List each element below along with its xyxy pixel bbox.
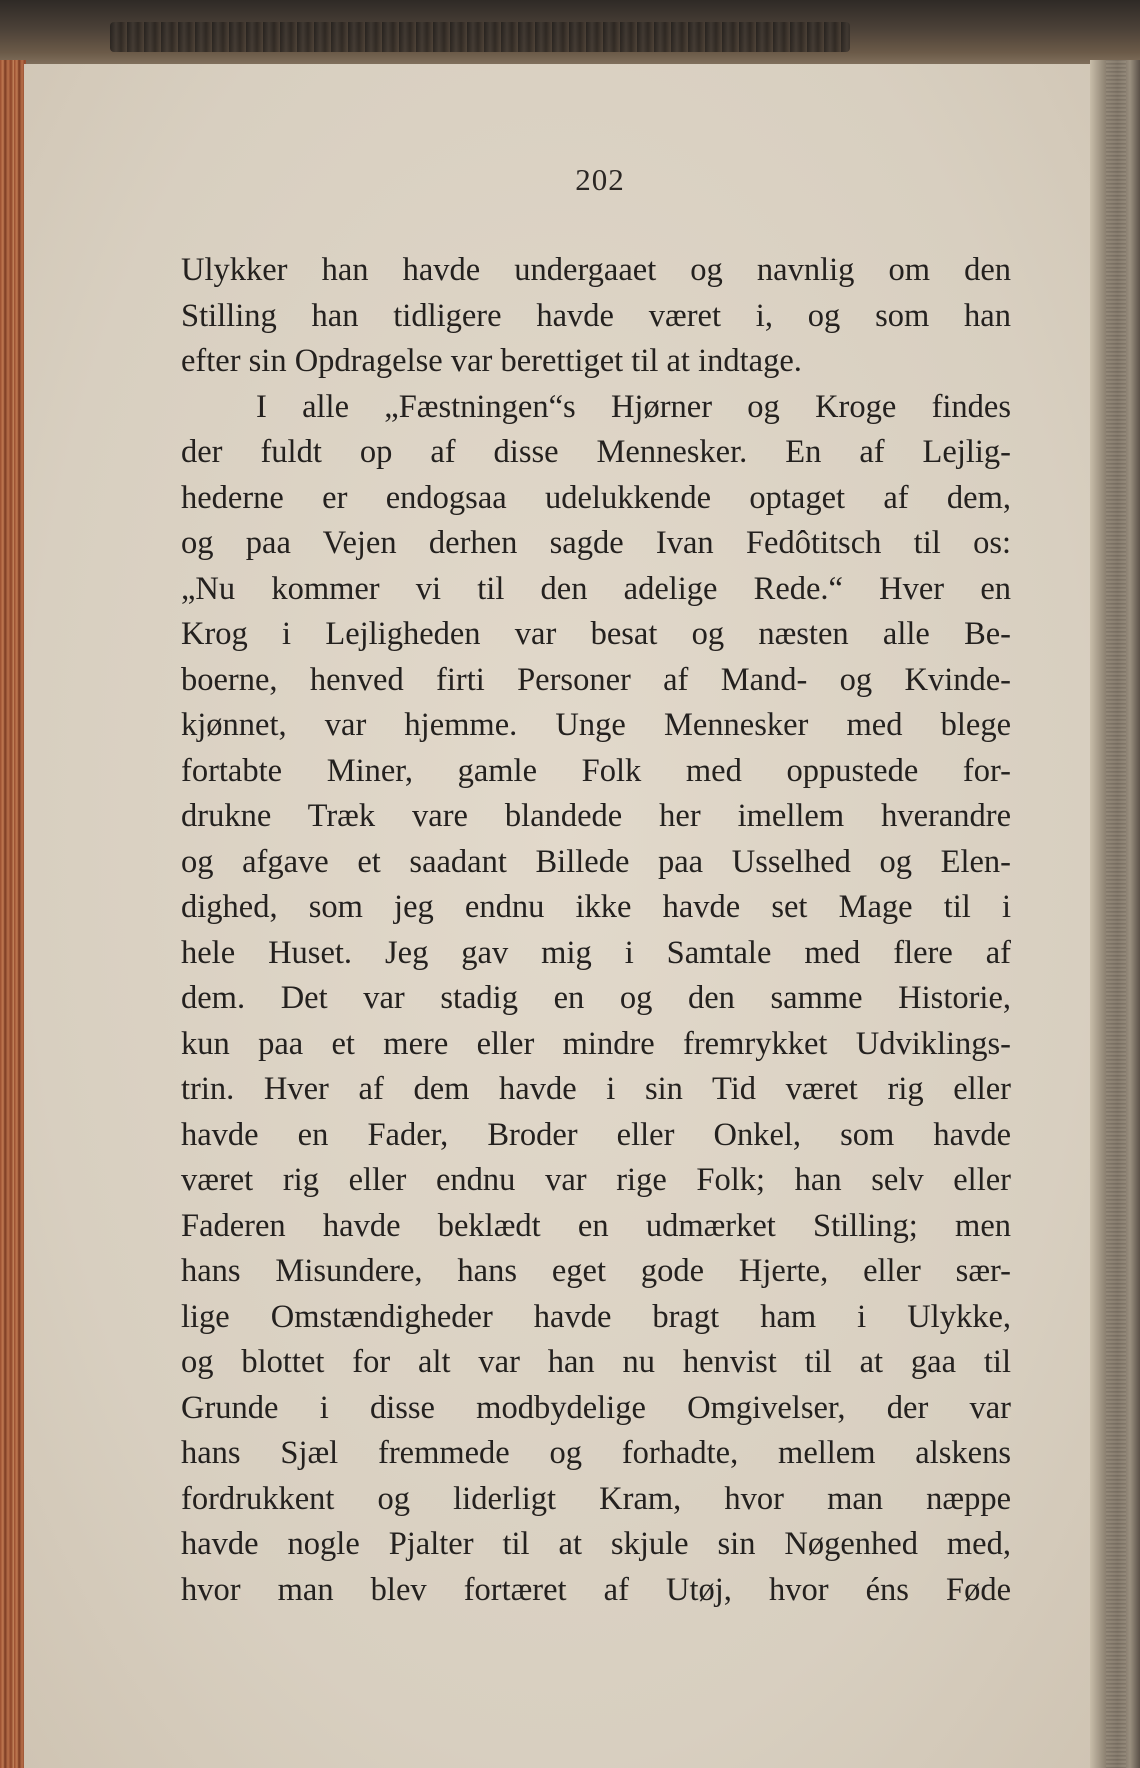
text-line: fortabte Miner, gamle Folk med oppustede for- bbox=[181, 752, 1011, 789]
text-line: drukne Træk vare blandede her imellem hverandre bbox=[181, 798, 1011, 834]
text-line: hvor man blev fortæret af Utøj, hvor éns Føde bbox=[181, 1571, 1011, 1608]
text-line: „Nu kommer vi til den adelige Rede.“ Hver en bbox=[181, 570, 1011, 607]
text-line: hans Sjæl fremmede og forhadte, mellem alskens bbox=[181, 1435, 1011, 1471]
text-line: der fuldt op af disse Mennesker. En af Lejlig- bbox=[181, 434, 1011, 470]
text-line: havde nogle Pjalter til at skjule sin Nøgenhed med, bbox=[181, 1526, 1011, 1562]
text-line: hans Misundere, hans eget gode Hjerte, eller sær- bbox=[181, 1253, 1011, 1289]
page-fore-edge bbox=[1106, 60, 1126, 1768]
text-line: Ulykker han havde undergaaet og navnlig om den bbox=[181, 252, 1011, 288]
book-top-edge bbox=[0, 0, 1140, 70]
text-line: og blottet for alt var han nu henvist til at gaa til bbox=[181, 1344, 1011, 1380]
text-line: Grunde i disse modbydelige Omgivelser, der var bbox=[181, 1389, 1011, 1426]
text-line: været rig eller endnu var rige Folk; han selv eller bbox=[181, 1162, 1011, 1198]
text-line: Faderen havde beklædt en udmærket Stilling; men bbox=[181, 1207, 1011, 1244]
book-left-edge bbox=[0, 60, 26, 1768]
text-line: og paa Vejen derhen sagde Ivan Fedôtitsch til os: bbox=[181, 525, 1011, 561]
text-line: dighed, som jeg endnu ikke havde set Mage til i bbox=[181, 889, 1011, 925]
text-line: boerne, henved firti Personer af Mand- og Kvinde- bbox=[181, 661, 1011, 698]
text-line: kjønnet, var hjemme. Unge Mennesker med blege bbox=[181, 707, 1011, 743]
text-line: Krog i Lejligheden var besat og næsten alle Be- bbox=[181, 616, 1011, 652]
text-line: havde en Fader, Broder eller Onkel, som havde bbox=[181, 1116, 1011, 1153]
book-right-edge bbox=[1090, 60, 1140, 1768]
text-line: lige Omstændigheder havde bragt ham i Ulykke, bbox=[181, 1298, 1011, 1335]
text-line: hederne er endogsaa udelukkende optaget af dem, bbox=[181, 479, 1011, 516]
text-line: trin. Hver af dem havde i sin Tid været rig eller bbox=[181, 1071, 1011, 1107]
worn-binding bbox=[110, 22, 850, 52]
text-line: I alle „Fæstningen“s Hjørner og Kroge findes bbox=[256, 388, 1011, 425]
text-line: kun paa et mere eller mindre fremrykket Udviklings- bbox=[181, 1025, 1011, 1062]
text-line: dem. Det var stadig en og den samme Historie, bbox=[181, 980, 1011, 1016]
body-text bbox=[181, 248, 1011, 1613]
text-line: efter sin Opdragelse var berettiget til at indtage. bbox=[181, 343, 802, 379]
text-line: fordrukkent og liderligt Kram, hvor man næppe bbox=[181, 1480, 1011, 1517]
text-line: og afgave et saadant Billede paa Usselhed og Elen- bbox=[181, 843, 1011, 880]
text-line: Stilling han tidligere havde været i, og som han bbox=[181, 297, 1011, 334]
page-number: 202 bbox=[575, 162, 625, 197]
text-line: hele Huset. Jeg gav mig i Samtale med flere af bbox=[181, 934, 1011, 971]
